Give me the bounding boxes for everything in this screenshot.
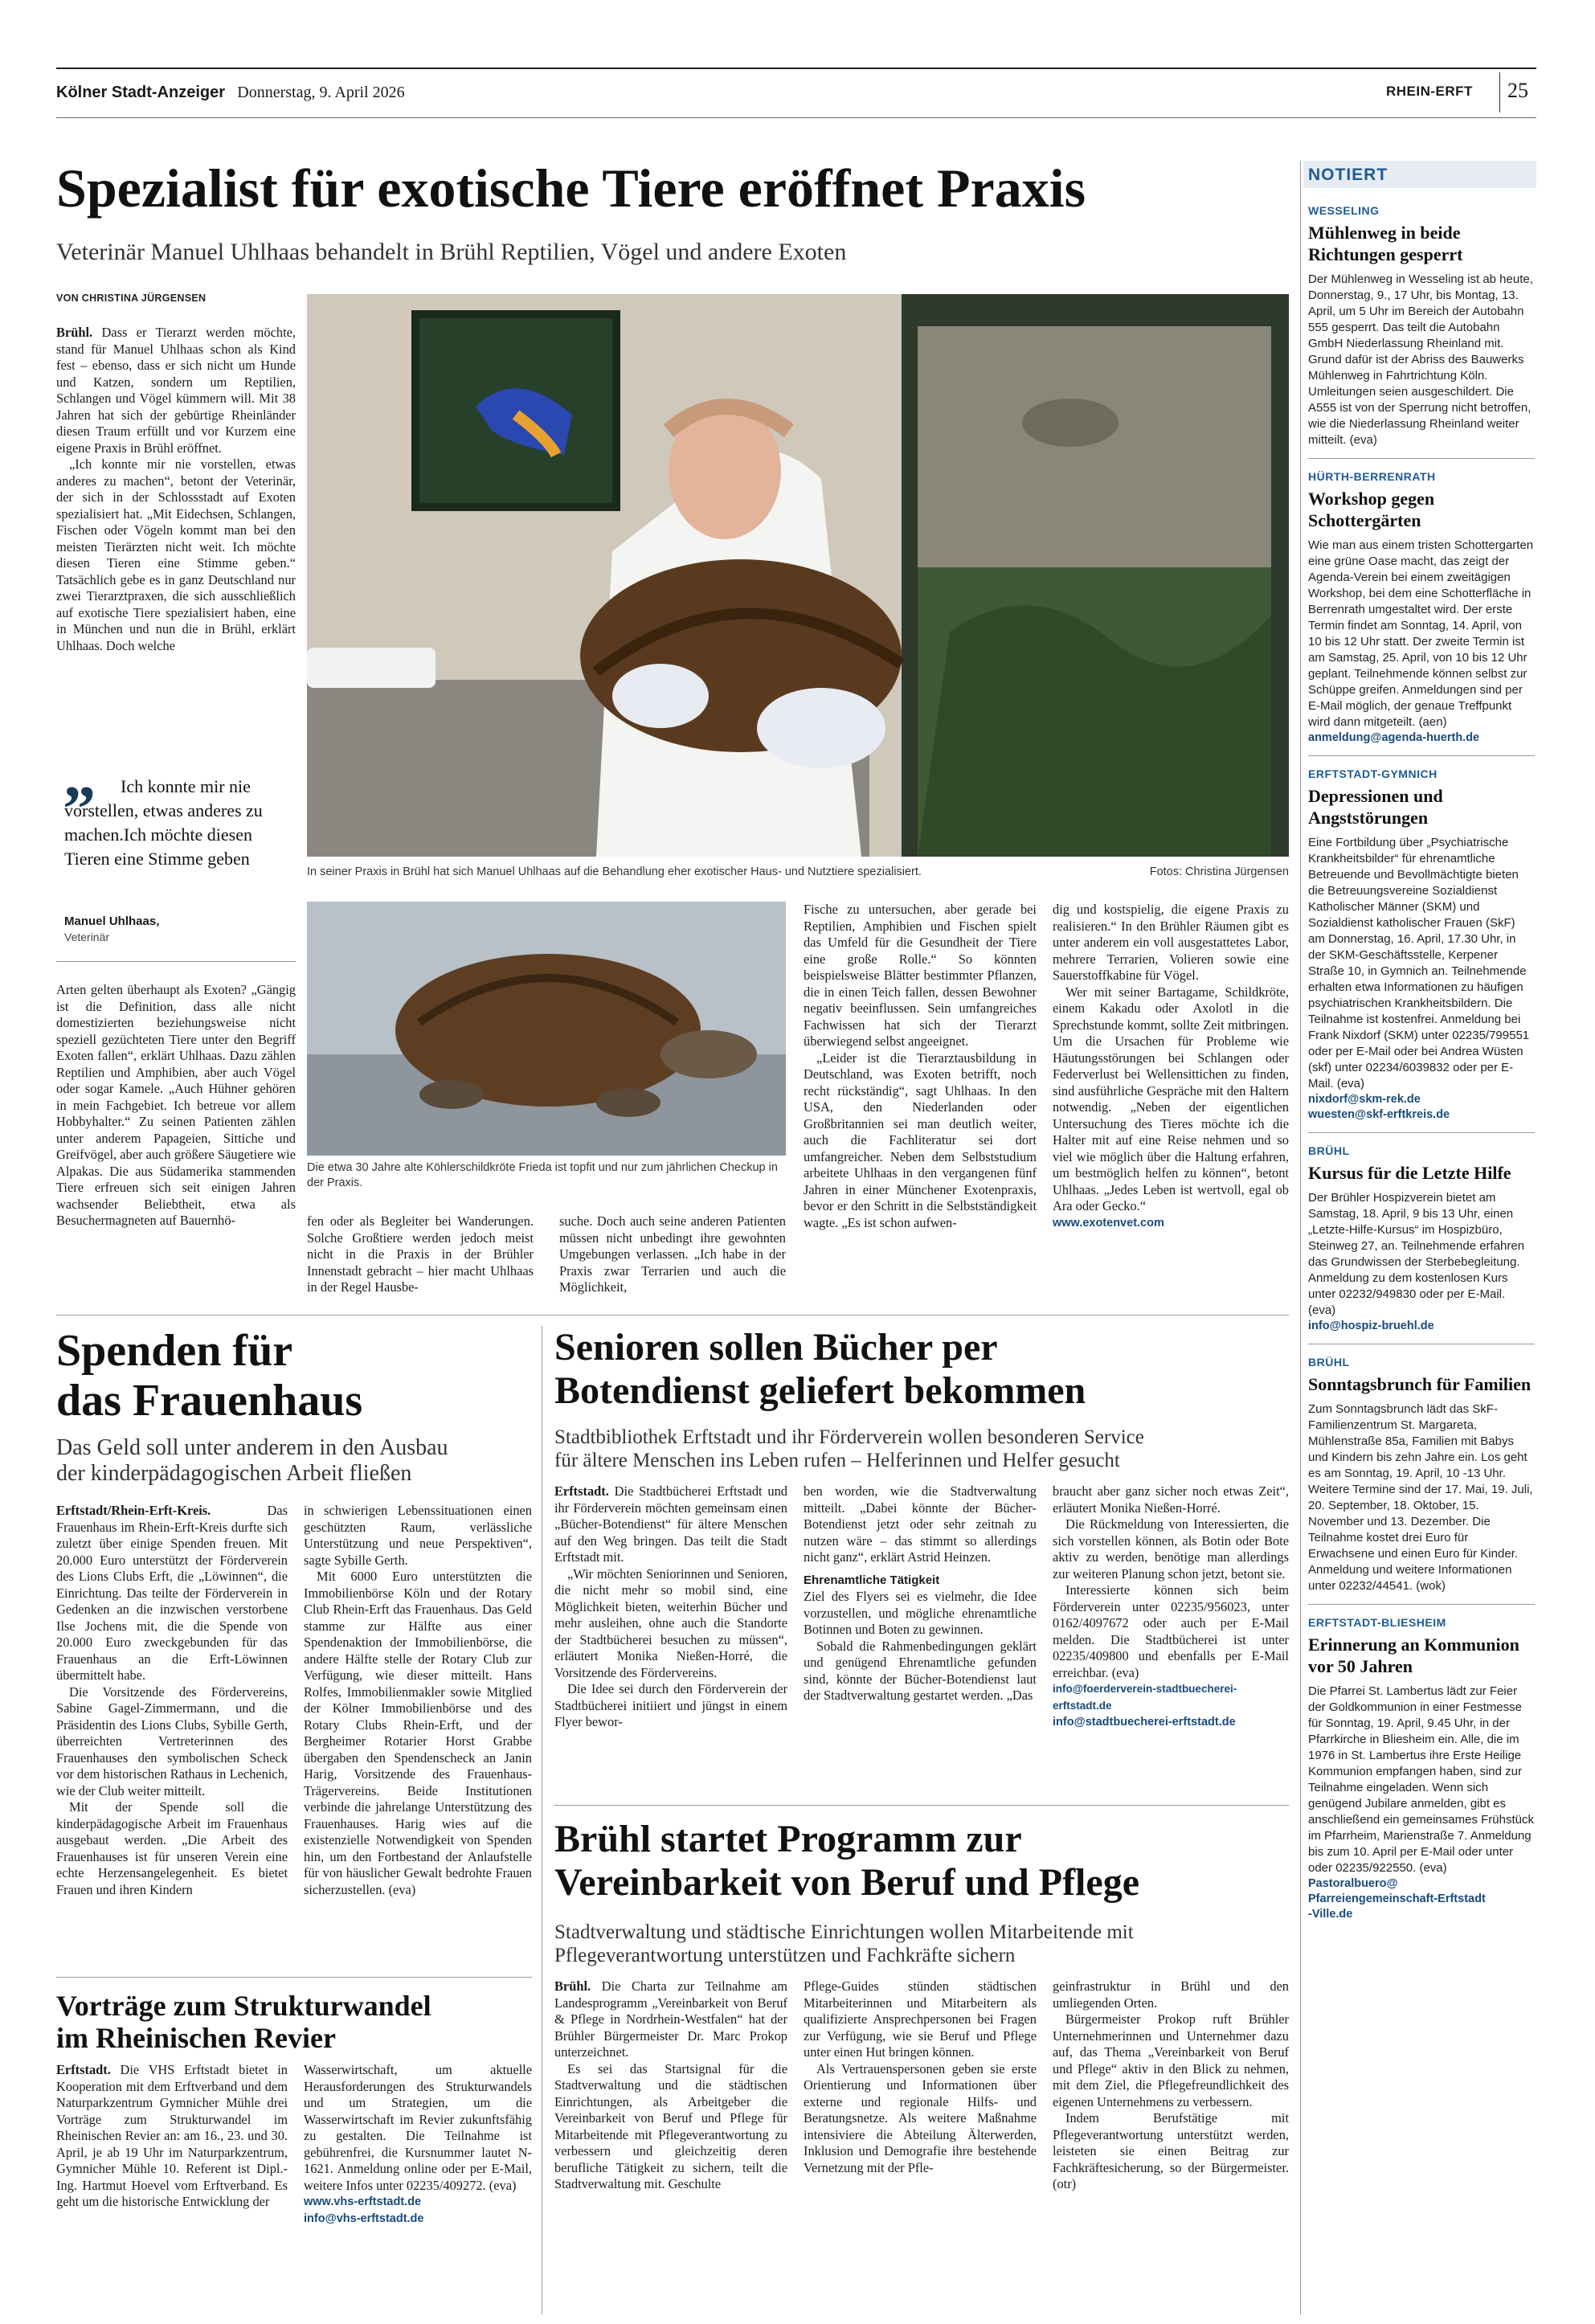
sidebar-item-title: Erinnerung an Kommunion vor 50 Jahren xyxy=(1308,1635,1519,1676)
sidebar-item-link[interactable]: anmeldung@agenda-huerth.de xyxy=(1308,731,1480,744)
headline-line: im Rheinischen Revier xyxy=(56,2022,336,2054)
paragraph: Mit der Spende soll die kinderpädagogische Arbeit im Frauenhaus ausgebaut werden. „Die Arbeit des Frauenhauses ist für unseren Verein eine echte Herzensangelegenheit. Es bietet Frauen und ihren Kindern xyxy=(56,1799,288,1897)
vortraege-col1 xyxy=(56,2062,288,2211)
paragraph: fen oder als Begleiter bei Wanderungen. Solche Großtiere werden jedoch meist nicht in die Praxis in der Brühler Innenstadt gebracht – hier macht Uhlhaas in der Regel Hausbe- xyxy=(307,1213,534,1295)
bruehl-col3 xyxy=(1053,1978,1289,2193)
sidebar-item-body: Wie man aus einem tristen Schottergarten eine grüne Oase macht, das zeigt der Agenda-Verein bei einem zweitägigen Workshop, bei dem eine Schotterfläche in Berrenrath umgestaltet wird. Der erste Termin findet am Sonntag, 14. April, von 10 bis 12 Uhr statt. Der zweite Termin ist am Samstag, 25. April, von 10 bis 12 Uhr geplant. Teilnehmende können selbst zur Schüppe greifen. Anmeldungen sind per E-Mail möglich, der genaue Treffpunkt wird dann mitgeteilt. (aen) xyxy=(1308,538,1534,729)
headline-line: Brühl startet Programm zur xyxy=(554,1818,1022,1860)
sidebar-item-body: Der Mühlenweg in Wesseling ist ab heute, Donnerstag, 9., 17 Uhr, bis Montag, 13. April, um 5 Uhr im Bereich der Autobahn 555 gesperrt. Das teilt die Autobahn GmbH Niederlassung Rheinland mit. Grund dafür ist der Abriss des Bauwerks Mühlenweg in Fahrtrichtung Köln. Umleitungen seien ausgeschildert. Die A555 ist von der Sperrung nicht betroffen, wie die Niederlassung Rheinland weiter mitteilt. (eva) xyxy=(1308,272,1533,447)
sidebar-item-link[interactable]: info@hospiz-bruehl.de xyxy=(1308,1320,1434,1332)
subheading: Ehrenamtliche Tätigkeit xyxy=(804,1573,940,1587)
paragraph: in schwierigen Lebenssituationen einen geschützten Raum, verlässliche Unterstützung und neue Perspektiven“, sagte Sybille Gerth. xyxy=(304,1503,532,1568)
bruehl-subheadline xyxy=(554,1921,1134,1967)
section-divider xyxy=(56,1977,532,1978)
dateline: Erftstadt. xyxy=(554,1483,609,1499)
quote-name: Manuel Uhlhaas, xyxy=(64,914,160,928)
paragraph: „Leider ist die Tierarztausbildung in Deutschland, was Exoten betrifft, noch recht rückständig“, sagt Uhlhaas. In den USA, den Niederlanden oder Großbritannien sei man deutlich weiter, auch die Fachliteratur sei dort umfangreicher. Neben dem Selbststudium arbeitete Uhlhaas in den vergangenen fünf Jahren in einer Münchener Exotenpraxis, bevor er den Schritt in die Selbstständigkeit wagte. „Es ist schon aufwen- xyxy=(804,1049,1037,1230)
subheadline-line: der kinderpädagogischen Arbeit fließen xyxy=(56,1461,412,1486)
sidebar-item-category: ERFTSTADT-BLIESHEIM xyxy=(1308,1616,1446,1629)
tortoise-photo xyxy=(307,902,786,1156)
headline-line: Senioren sollen Bücher per xyxy=(554,1326,998,1369)
spenden-col2 xyxy=(304,1503,532,1898)
paragraph: Die VHS Erftstadt bietet in Kooperation mit dem Erftverband und dem Naturparkzentrum Gymnicher Mühle drei Vorträge zum Strukturwandel im Rheinischen Revier an: am 16., 23. und 30. April, je ab 19 Uhr im Naturparkzentrum, Gymnicher Mühle 10. Referent ist Dipl.-Ing. Hartmut Hoevel vom Erftverband. Es geht um die historische Entwicklung der xyxy=(56,2062,288,2209)
paragraph: „Wir möchten Seniorinnen und Senioren, die nicht mehr so mobil sind, eine Möglichkeit bieten, weiterhin Bücher und mehr ausleihen, ohne auch die Standorte der Stadtbücherei besuchen zu müssen“, erläutert Monika Nießen-Horré, die Vorsitzende des Fördervereins. xyxy=(554,1565,787,1680)
main-col5 xyxy=(1053,902,1289,1231)
subheadline-line: für ältere Menschen ins Leben rufen – Helferinnen und Helfer gesucht xyxy=(554,1450,1120,1471)
header-top-rule xyxy=(56,68,1536,69)
paragraph: Das Frauenhaus im Rhein-Erft-Kreis durfte sich zuletzt über einige Spenden freuen. Mit 20.000 Euro unterstützt der Förderverein des Lions Clubs Erft, die „Löwinnen“, die Einrichtung. Das teilte der Förderverein in Gedenken an die inzwischen verstorbene Ilse Jochens mit, die die Spende von 20.000 Euro zweckgebunden für das Frauenhaus an die Erft-Löwinnen übermittelt habe. xyxy=(56,1503,288,1683)
bruehl-col1 xyxy=(554,1978,787,2193)
sidebar-item-title: Kursus für die Letzte Hilfe xyxy=(1308,1163,1511,1183)
byline: VON CHRISTINA JÜRGENSEN xyxy=(56,293,207,304)
subheadline-line: Das Geld soll unter anderem in den Ausbau xyxy=(56,1435,448,1460)
sidebar-item-category: ERFTSTADT-GYMNICH xyxy=(1308,767,1438,780)
sidebar-item-link[interactable]: wuesten@skf-erftkreis.de xyxy=(1308,1108,1450,1121)
sidebar-item-category: HÜRTH-BERRENRATH xyxy=(1308,470,1436,483)
sidebar-item-link[interactable]: Pastoralbuero@ xyxy=(1308,1877,1398,1890)
page-number: 25 xyxy=(1507,79,1528,102)
sidebar-item-body: Eine Fortbildung über „Psychiatrische Krankheitsbilder“ für ehrenamtliche Betreuende und Bevollmächtigte bieten die Betreuungsvereine Sozialdienst Katholischer Männer (SKM) und Sozialdienst katholischer Frauen (SkF) am Donnerstag, 16. April, 17.30 Uhr, in der SKM-Geschäftsstelle, Kerpener Straße 10, in Gymnich an. Teilnehmende erhalten etwa Informationen zu häufigen psychiatrischen Krankheitsbildern. Die Teilnahme ist kostenfrei. Anmeldung bei Frank Nixdorf (SKM) unter 02235/799551 oder per E-Mail oder bei Andrea Wüsten (skf) unter 02234/6039832 oder per E-Mail. (eva) xyxy=(1308,836,1530,1090)
dateline: Brühl. xyxy=(554,1978,591,1994)
sidebar-item-body: Die Pfarrei St. Lambertus lädt zur Feier der Goldkommunion in einer Festmesse für Sonntag, 19. April, 9.45 Uhr, in der Pfarrkirche in Bliesheim ein. Alle, die im 1976 in St. Lambertus ihre Erste Heilige Kommunion empfangen haben, sind zur Teilnahme eingeladen. Wenn sich genügend Jubilare anmelden, gibt es anschließend ein gemeinsames Frühstück im Pfarrheim, Marienstraße 7. Anmeldung bis zum 10. April per E-Mail oder unter oder 02235/922550. (eva) xyxy=(1308,1684,1534,1875)
paper-name: Kölner Stadt-Anzeiger xyxy=(56,84,226,101)
main-col3a xyxy=(307,1213,534,1296)
spenden-col1 xyxy=(56,1503,288,1898)
main-headline: Spezialist für exotische Tiere eröffnet Praxis xyxy=(56,158,1086,219)
photo-credit: Fotos: Christina Jürgensen xyxy=(1149,865,1289,878)
main-col4a xyxy=(559,1213,786,1296)
paragraph: Die Charta zur Teilnahme am Landesprogramm „Vereinbarkeit von Beruf & Pflege in Nordrhein-Westfalen“ hat der Brühler Bürgermeister Dr. Marc Prokop unterzeichnet. xyxy=(554,1978,787,2060)
headline-line: Vereinbarkeit von Beruf und Pflege xyxy=(554,1861,1139,1904)
spenden-headline xyxy=(56,1326,362,1426)
sidebar-item xyxy=(1308,767,1535,1133)
paragraph: Mit 6000 Euro unterstützten die Immobilienbörse Köln und der Rotary Club Rhein-Erft das Frauenhaus. Das Geld stamme zur Hälfte aus einer Spendenaktion der Immobilienbörse, die andere Hälfte stelle der Rotary Club zur Verfügung, wie dieser mitteilt. Hans Rolfes, Immobilienmakler sowie Mitglied der Kölner Immobilienbörse und des Rotary Clubs Rhein-Erft, und der Bergheimer Rotarier Horst Grabbe übergaben den Spendenscheck an Janin Harig, Vorsitzende des Frauenhaus-Trägervereins. Beide Institutionen verbinde die jahrelange Unterstützung des Frauenhauses. Harig wies auf die existenzielle Notwendigkeit von Spenden hin, um den Fortbestand der Anlaufstelle für von häuslicher Gewalt bedrohte Frauen sicherzustellen. (eva) xyxy=(304,1569,532,1897)
sidebar-item-link[interactable]: Pfarreiengemeinschaft-Erftstadt xyxy=(1308,1892,1486,1905)
paragraph: Die Idee sei durch den Förderverein der Stadtbücherei initiiert und jüngst in einem Flyer bewor- xyxy=(554,1681,787,1729)
main-col4 xyxy=(804,902,1037,1231)
quote-mark-icon: ” xyxy=(63,772,96,845)
paragraph: Die Vorsitzende des Fördervereins, Sabine Gagel-Zimmermann, und die Präsidentin des Lions Clubs, Sybille Gerth, überreichten Vertreterinnen des Frauenhauses den symbolischen Scheck vor dem historischen Rathaus in Lechenich, wie der Club weiter mitteilt. xyxy=(56,1684,288,1798)
quote-divider xyxy=(56,961,296,962)
sidebar-item xyxy=(1308,1616,1535,1932)
headline-line: Botendienst geliefert bekommen xyxy=(554,1369,1086,1412)
email-link[interactable]: info@stadtbuecherei-erftstadt.de xyxy=(1053,1716,1236,1729)
photo2-caption: Die etwa 30 Jahre alte Köhlerschildkröte Frieda ist topfit und nur zum jährlichen Checkup in der Praxis. xyxy=(307,1161,778,1189)
vet-photo xyxy=(307,294,1289,857)
paragraph: Fische zu untersuchen, aber gerade bei Reptilien, Amphibien und Fischen spielt das Umfeld für die Gesundheit der Tiere eine große Rolle.“ So könnten beispielsweise Blätter bestimmter Pflanzen, die in einen Teich fallen, dessen Bewohner negativ beeinflussen. Sein umfangreiches Fachwissen hat sich der Tierarzt überwiegend selbst angeeignet. xyxy=(804,902,1037,1049)
senioren-col2 xyxy=(804,1483,1037,1704)
email-link[interactable]: info@vhs-erftstadt.de xyxy=(304,2211,424,2225)
section-divider xyxy=(554,1805,1289,1806)
main-subheadline: Veterinär Manuel Uhlhaas behandelt in Brühl Reptilien, Vögel und andere Exoten xyxy=(56,239,847,265)
headline-line: Spenden für xyxy=(56,1326,293,1376)
sidebar-item-body: Zum Sonntagsbrunch lädt das SkF-Familienzentrum St. Margareta, Mühlenstraße 85a, Familien mit Babys und Kindern bis zehn Jahre ein. Los geht es am Sonntag, 19. April, 10 -13 Uhr. Weitere Termine sind der 17. Mai, 19. Juli, 20. September, 18. Oktober, 15. November und 13. Dezember. Die Teilnahme kostet drei Euro für Erwachsene und einen Euro für Kinder. Anmeldung und weitere Informationen unter 02232/44541. (wok) xyxy=(1308,1402,1533,1593)
senioren-subheadline xyxy=(554,1426,1144,1472)
paragraph: Indem Berufstätige mit Pflegeverantwortung unterstützt werden, leisteten sie einen Beitrag zur Fachkräftesicherung, so der Bürgermeister. (otr) xyxy=(1053,2110,1289,2191)
paragraph: Wasserwirtschaft, um aktuelle Herausforderungen des Strukturwandels und um Strategien, um die Wasserwirtschaft im Revier zukunftsfähig zu gestalten. Die Teilnahme ist gebührenfrei, die Kursnummer lautet N-1621. Anmeldung online oder per E-Mail, weitere Infos unter 02235/409272. (eva) xyxy=(304,2062,532,2193)
paragraph: Dass er Tierarzt werden möchte, stand für Manuel Uhlhaas schon als Kind fest – ebenso, dass er sich nicht um Hunde und Katzen, sondern um Reptilien, Schlangen und Vögel kümmern will. Mit 38 Jahren hat sich der gebürtige Rheinländer diesen Traum erfüllt und vor Kurzem eine eigene Praxis in Brühl eröffnet. xyxy=(56,325,296,456)
paragraph: Ziel des Flyers sei es vielmehr, die Idee vorzustellen, und mögliche ehrenamtliche Botinnen und Boten zu gewinnen. xyxy=(804,1589,1037,1637)
senioren-col3 xyxy=(1053,1483,1289,1731)
paragraph: Die Rückmeldung von Interessierten, die sich vorstellen können, als Botin oder Bote aktiv zu werden, benötige man allerdings zur weiteren Planung schon jetzt, betont sie. xyxy=(1053,1516,1289,1581)
photo1-caption: In seiner Praxis in Brühl hat sich Manuel Uhlhaas auf die Behandlung eher exotischer Haus- und Nutztiere spezialisiert. xyxy=(307,865,922,878)
main-col1b xyxy=(56,982,296,1230)
sidebar-item xyxy=(1308,1144,1535,1344)
pull-quote: Ich konnte mir nie vorstellen, etwas anderes zu machen.Ich möchte diesen Tieren eine Stimme geben xyxy=(64,776,263,869)
subheadline-line: Stadtverwaltung und städtische Einrichtungen wollen Mitarbeitende mit xyxy=(554,1921,1134,1943)
web-link[interactable]: www.vhs-erftstadt.de xyxy=(304,2195,422,2208)
web-link[interactable]: www.exotenvet.com xyxy=(1053,1216,1164,1230)
sidebar-item-title: Mühlenweg in beide Richtungen gesperrt xyxy=(1308,223,1463,264)
paragraph: Pflege-Guides stünden städtischen Mitarbeiterinnen und Mitarbeitern als qualifizierte Ansprechpersonen bei Fragen zur Verfügung, wie sie Beruf und Pflege unter einen Hut bringen können. xyxy=(804,1978,1037,2060)
sidebar-item xyxy=(1308,470,1535,756)
issue-date: Donnerstag, 9. April 2026 xyxy=(237,84,405,101)
masthead xyxy=(56,82,405,102)
paragraph: Arten gelten überhaupt als Exoten? „Gängig ist die Definition, dass alle nicht domestizierten beziehungsweise nicht speziell gezüchteten Tiere unter den Begriff Exoten fallen“, erklärt Uhlhaas. Dazu zählen Reptilien und Amphibien, aber auch Vögel oder sogar Kamele. „Auch Hühner gehören in mein Fachgebiet. Ich betreue vor allem Hobbyhalter.“ Zu seinen Patienten zählen unter anderem Papageien, Sittiche und Greifvögel, aber auch größere Säugetiere wie Alpakas. Die aus Südamerika stammenden Tiere erfreuen sich seit einigen Jahren wachsender Beliebtheit, etwa als Besuchermagneten auf Bauernhö- xyxy=(56,982,296,1228)
sidebar-item-category: WESSELING xyxy=(1308,204,1380,217)
dateline: Erftstadt/Rhein-Erft-Kreis. xyxy=(56,1503,211,1518)
headline-line: Vorträge zum Strukturwandel xyxy=(56,1990,431,2022)
sidebar-item-category: BRÜHL xyxy=(1308,1144,1350,1157)
spenden-subheadline xyxy=(56,1435,448,1487)
sidebar-item-title: Sonntagsbrunch für Familien xyxy=(1308,1374,1532,1394)
paragraph: suche. Doch auch seine anderen Patienten müssen nicht unbedingt ihre gewohnten Umgebungen verlassen. „Ich habe in der Praxis zwar Terrarien und auch die Möglichkeit, xyxy=(559,1213,786,1295)
paragraph: Wer mit seiner Bartagame, Schildkröte, einem Kakadu oder Axolotl in die Sprechstunde kommt, sollte Zeit mitbringen. Um die Ursachen für Probleme wie Häutungsstörungen bei Schlangen oder Federverlust bei Wellensittichen zu finden, sind ausführliche Gespräche mit den Haltern notwendig. „Neben der eigentlichen Untersuchung des Tieres möchte ich die Halter mit auf eine Reise nehmen und so viel wie möglich über die Haltung erfahren, um bestmöglich helfen zu können“, betont Uhlhaas. „Jedes Leben ist wertvoll, egal ob Ara oder Gecko.“ xyxy=(1053,984,1289,1213)
sidebar-item-category: BRÜHL xyxy=(1308,1356,1350,1369)
paragraph: braucht aber ganz sicher noch etwas Zeit“, erläutert Monika Nießen-Horré. xyxy=(1053,1483,1289,1516)
bruehl-headline xyxy=(554,1818,1139,1905)
sidebar-item-link[interactable]: nixdorf@skm-rek.de xyxy=(1308,1093,1421,1106)
vet-photo-illustration xyxy=(307,294,1289,857)
sidebar-item xyxy=(1308,204,1535,459)
paragraph: ben worden, wie die Stadtverwaltung mitteilt. „Dabei könnte der Bücher-Botendienst jetzt oder sehr zeitnah zu nutzen wäre – das stimmt so allerdings nicht ganz“, erklärt Astrid Heinzen. xyxy=(804,1483,1037,1565)
vortraege-headline xyxy=(56,1990,431,2054)
senioren-headline xyxy=(554,1326,1086,1413)
paragraph: Interessierte können sich beim Förderverein unter 02235/956023, unter 0162/4097672 oder auch per E-Mail melden. Die Stadtbücherei ist unter 02235/409800 und ebenfalls per E-Mail erreichbar. (eva) xyxy=(1053,1582,1289,1680)
sidebar-item-link[interactable]: -Ville.de xyxy=(1308,1908,1353,1921)
paragraph: Als Vertrauenspersonen geben sie erste Orientierung und Informationen über externe und regionale Hilfs- und Beratungsnetze. Als weitere Maßnahme intensiviere die Abteilung Älterwerden, Inklusion und Demografie ihre bestehende Vernetzung mit der Pfle- xyxy=(804,2060,1037,2175)
bruehl-col2 xyxy=(804,1978,1037,2176)
paragraph: „Ich konnte mir nie vorstellen, etwas anderes zu machen“, betont der Veterinär, der sich in der Schlossstadt auf Exoten spezialisiert hat. „Mit Eidechsen, Schlangen, Fischen oder Vögeln kommt man bei den meisten Tierärzten nicht weit. Ich möchte diesen Tieren eine Stimme geben.“ Tatsächlich gebe es in ganz Deutschland nur zwei Tierarztpraxen, die sich ausschließlich auf exotische Tiere spezialisiert haben, eine in München und nun die in Brühl, erklärt Uhlhaas. Doch welche xyxy=(56,456,296,653)
sidebar-item-title: Depressionen und Angststörungen xyxy=(1308,786,1443,828)
paragraph: Die Stadtbücherei Erftstadt und ihr Förderverein möchten gemeinsam einen „Bücher-Botendienst“ für ältere Menschen auf den Weg bringen. Das teilt die Stadt Erftstadt mit. xyxy=(554,1483,787,1565)
dateline: Erftstadt. xyxy=(56,2062,111,2077)
sidebar-title: NOTIERT xyxy=(1308,166,1388,184)
subheadline-line: Stadtbibliothek Erftstadt und ihr Förderverein wollen besonderen Service xyxy=(554,1426,1144,1448)
quote-role: Veterinär xyxy=(64,931,110,943)
sidebar-list xyxy=(1308,204,1535,1943)
email-link[interactable]: info@foerderverein-stadtbuecherei-erftstadt.de xyxy=(1053,1683,1237,1712)
paragraph: Bürgermeister Prokop ruft Brühler Unternehmerinnen und Unternehmer dazu auf, das Thema „Vereinbarkeit von Beruf und Pflege“ aktiv in den Blick zu nehmen, mit dem Ziel, die Pflegefreundlichkeit des eigenen Unternehmens zu verbessern. xyxy=(1053,2011,1289,2109)
main-col1 xyxy=(56,325,296,654)
sidebar-item-body: Der Brühler Hospizverein bietet am Samstag, 18. April, 9 bis 13 Uhr, einen „Letzte-Hilfe-Kursus“ im Hospizbüro, Steinweg 27, an. Teilnehmende erfahren das Grundwissen der Sterbebegleitung. Anmeldung zu dem kostenlosen Kurs unter 02232/949830 oder per E-Mail. (eva) xyxy=(1308,1191,1525,1317)
sidebar-divider xyxy=(1300,161,1301,2314)
page-number-divider xyxy=(1499,72,1500,113)
sidebar-item xyxy=(1308,1356,1535,1605)
section-label: RHEIN-ERFT xyxy=(1386,84,1473,99)
tortoise-photo-illustration xyxy=(307,902,786,1156)
vortraege-col2 xyxy=(304,2062,532,2227)
header-bottom-rule xyxy=(56,117,1536,118)
paragraph: Es sei das Startsignal für die Stadtverwaltung und die städtischen Einrichtungen, als Arbeitgeber die Vereinbarkeit von Beruf und Pflege für Mitarbeitende mit Pflegeverantwortung zu verbessern und gleichzeitig deren berufliche Tätigkeit zu sichern, teilt die Stadtverwaltung mit. Geschulte xyxy=(554,2060,787,2191)
paragraph: dig und kostspielig, die eigene Praxis zu realisieren.“ In den Brühler Räumen gibt es unter anderem ein voll ausgestattetes Labor, mehrere Terrarien, Volieren sowie eine Sauerstoffkabine für Vögel. xyxy=(1053,902,1289,983)
subheadline-line: Pflegeverantwortung unterstützen und Fachkräfte sichern xyxy=(554,1945,1016,1966)
dateline: Brühl. xyxy=(56,325,93,340)
headline-line: das Frauenhaus xyxy=(56,1376,363,1426)
paragraph: geinfrastruktur in Brühl und den umliegenden Orten. xyxy=(1053,1978,1289,2011)
senioren-col1 xyxy=(554,1483,787,1731)
sidebar-item-title: Workshop gegen Schottergärten xyxy=(1308,489,1435,530)
paragraph: Sobald die Rahmenbedingungen geklärt und genügend Ehrenamtliche gefunden sind, könnte der Bücher-Botendienst laut der Stadtverwaltung gestartet werden. „Das xyxy=(804,1638,1037,1703)
